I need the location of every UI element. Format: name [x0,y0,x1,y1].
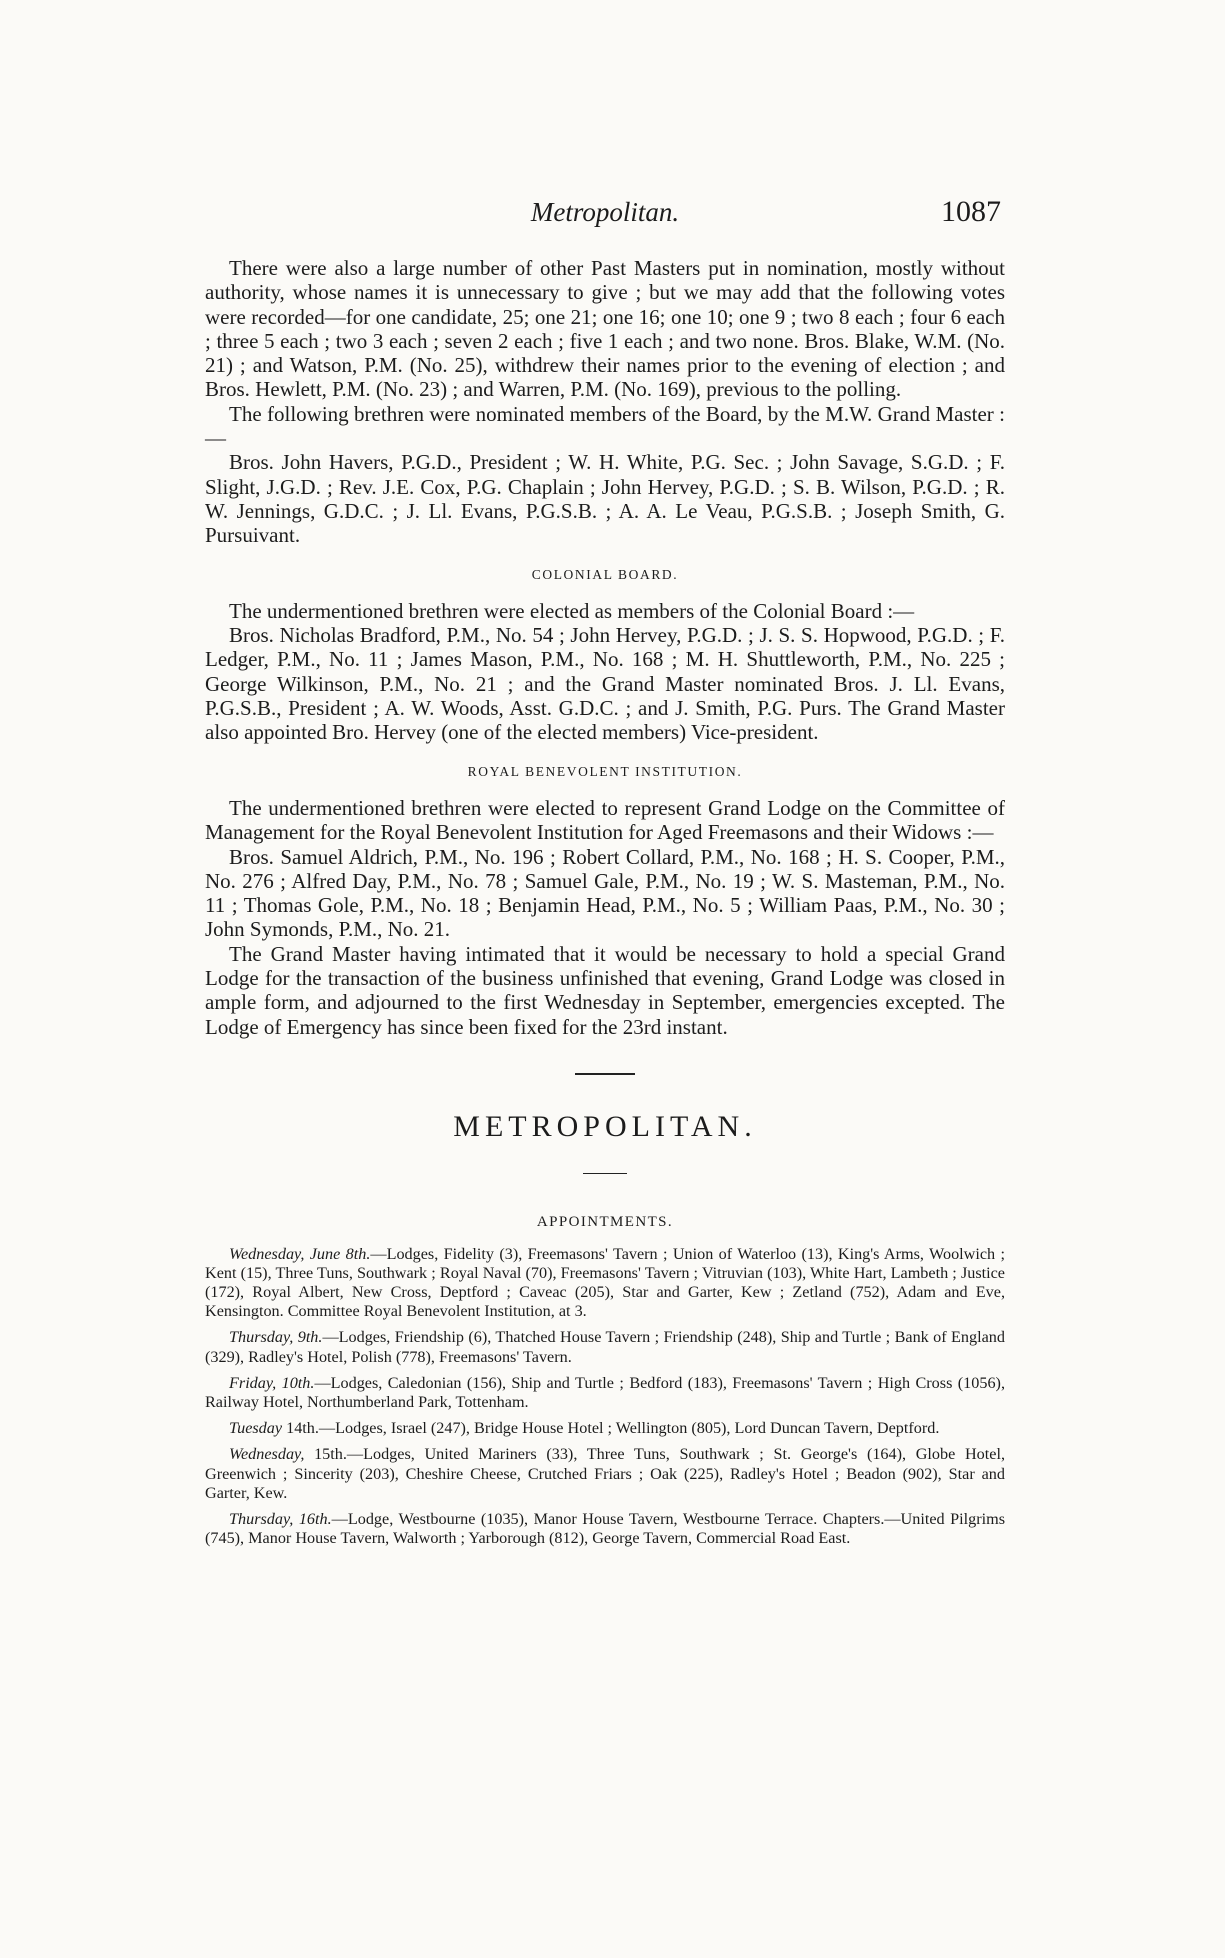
page-number: 1087 [941,195,1001,228]
appointments-list [205,1245,1005,1549]
list-item: Friday, 10th.—Lodges, Caledonian (156), Ship and Turtle ; Bedford (183), Freemasons' Tavern ; High Cross (1056), Railway Hotel, Northumberland Park, Tottenham. [205,1373,1005,1411]
paragraph-closing: The Grand Master having intimated that it would be necessary to hold a special Grand Lodge for the transaction of the business unfinished that evening, Grand Lodge was closed in ample form, and adjourned to the first Wednesday in September, emergencies excepted. The Lodge of Emergency has since been fixed for the 23rd instant. [205,941,1005,1039]
section-divider [575,1073,635,1075]
list-item: Tuesday 14th.—Lodges, Israel (247), Bridge House Hotel ; Wellington (805), Lord Duncan Tavern, Deptford. [229,1419,940,1438]
list-item: Thursday, 16th.—Lodge, Westbourne (1035), Manor House Tavern, Westbourne Terrace. Chapters.—United Pilgrims (745), Manor House Tavern, Walworth ; Yarborough (812), George Tavern, Commercial Road East. [205,1509,1005,1548]
colonial-board-heading: COLONIAL BOARD. [531,566,679,582]
appointments-heading: APPOINTMENTS. [536,1214,674,1231]
metropolitan-heading: METROPOLITAN. [453,1109,757,1143]
paragraph-colonial-intro: The undermentioned brethren were elected as members of the Colonial Board :— [229,598,915,623]
running-title: Metropolitan. [530,197,680,227]
running-head [205,195,1005,235]
paragraph-colonial-members: Bros. Nicholas Bradford, P.M., No. 54 ; John Hervey, P.G.D. ; J. S. S. Hopwood, P.G.D. ; F. Ledger, P.M., No. 11 ; James Mason, P.M., No. 168 ; M. H. Shuttleworth, P.M., No. 225 ; George Wilkinson, P.M., No. 21 ; and the Grand Master nominated Bros. J. Ll. Evans, P.G.S.B., President ; A. W. Woods, Asst. G.D.C. ; and J. Smith, P.G. Purs. The Grand Master also appointed Bro. Hervey (one of the elected members) Vice-president. [205,623,1005,745]
list-item: Thursday, 9th.—Lodges, Friendship (6), Thatched House Tavern ; Friendship (248), Ship and Turtle ; Bank of England (329), Radley's Hotel, Polish (778), Freemasons' Tavern. [205,1328,1005,1366]
paragraph-votes: There were also a large number of other Past Masters put in nomination, mostly without authority, whose names it is unnecessary to give ; but we may add that the following votes were recorded—for one candidate, 25; one 21; one 16; one 10; one 9 ; two 8 each ; four 6 each ; three 5 each ; two 3 each ; seven 2 each ; five 1 each ; and two none. Bros. Blake, W.M. (No. 21) ; and Watson, P.M. (No. 25), withdrew their names prior to the evening of election ; and Bros. Hewlett, P.M. (No. 23) ; and Warren, P.M. (No. 169), previous to the polling. [205,256,1005,402]
list-item: Wednesday, 15th.—Lodges, United Mariners (33), Three Tuns, Southwark ; St. George's (164), Globe Hotel, Greenwich ; Sincerity (203), Cheshire Cheese, Crutched Friars ; Oak (225), Radley's Hotel ; Beadon (902), Star and Garter, Kew. [205,1445,1005,1502]
paragraph-board-members: Bros. John Havers, P.G.D., President ; W. H. White, P.G. Sec. ; John Savage, S.G.D. ; F. Slight, J.G.D. ; Rev. J.E. Cox, P.G. Chaplain ; John Hervey, P.G.D. ; S. B. Wilson, P.G.D. ; R. W. Jennings, G.D.C. ; J. Ll. Evans, P.G.S.B. ; A. A. Le Veau, P.G.S.B. ; Joseph Smith, G. Pursuivant. [205,450,1005,548]
heading-divider [583,1173,627,1174]
paragraph-royal-intro: The undermentioned brethren were elected to represent Grand Lodge on the Committee of Management for the Royal Benevolent Institution for Aged Freemasons and their Widows :— [205,795,1005,845]
paragraph-royal-members: Bros. Samuel Aldrich, P.M., No. 196 ; Robert Collard, P.M., No. 168 ; H. S. Cooper, P.M., No. 276 ; Alfred Day, P.M., No. 78 ; Samuel Gale, P.M., No. 19 ; W. S. Masteman, P.M., No. 11 ; Thomas Gole, P.M., No. 18 ; Benjamin Head, P.M., No. 5 ; William Paas, P.M., No. 30 ; John Symonds, P.M., No. 21. [205,844,1005,942]
list-item: Wednesday, June 8th.—Lodges, Fidelity (3), Freemasons' Tavern ; Union of Waterloo (13), King's Arms, Woolwich ; Kent (15), Three Tuns, Southwark ; Royal Naval (70), Freemasons' Tavern ; Vitruvian (103), White Hart, Lambeth ; Justice (172), Royal Albert, New Cross, Deptford ; Caveac (205), Star and Garter, Kew ; Zetland (752), Adam and Eve, Kensington. Committee Royal Benevolent Institution, at 3. [205,1244,1005,1321]
royal-benevolent-heading: ROYAL BENEVOLENT INSTITUTION. [467,763,743,779]
paragraph-board-intro: The following brethren were nominated members of the Board, by the M.W. Grand Master :— [205,401,1005,451]
text-column [205,256,1005,1555]
